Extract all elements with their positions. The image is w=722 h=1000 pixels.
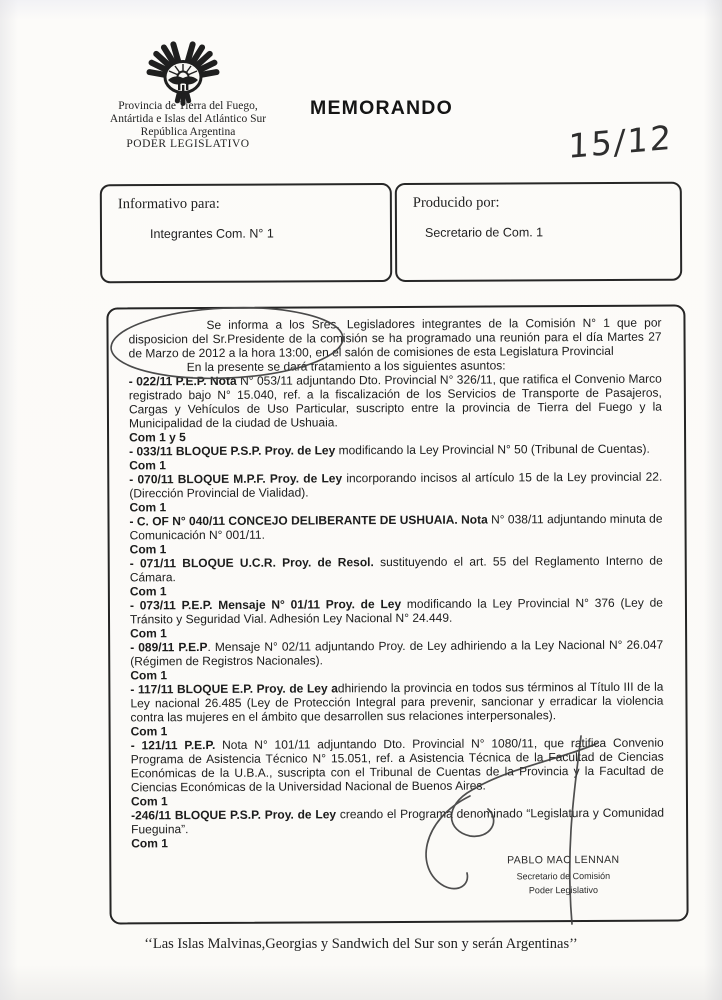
agenda-item-committee: Com 1 — [129, 500, 167, 515]
agenda-item-lead: - 033/11 BLOQUE P.S.P. Proy. de Ley — [129, 443, 336, 459]
agenda-item — [129, 442, 662, 473]
agenda-item — [131, 736, 664, 809]
org-line: PODER LEGISLATIVO — [126, 138, 250, 151]
recipient-box — [100, 183, 392, 283]
agenda-item-committee: Com 1 — [129, 458, 166, 473]
agenda-item-lead: - 117/11 BLOQUE E.P. Proy. de Ley a — [130, 681, 338, 697]
org-line: República Argentina — [140, 125, 236, 138]
signer-org: Poder Legislativo — [528, 884, 598, 896]
agenda-item — [129, 470, 662, 515]
memo-intro-2: En la presente se dará tratamiento a los siguientes asuntos: — [186, 358, 506, 375]
page-title: MEMORANDO — [310, 97, 453, 119]
agenda-item-committee: Com 1 — [130, 794, 168, 809]
agenda-item-committee: Com 1 y 5 — [129, 430, 186, 445]
agenda-item-text: modificando la Ley Provincial N° 50 (Tribunal de Cuentas). — [335, 441, 650, 458]
memo-intro: Se informa a los Sres. Legisladores integrantes de la Comisión N° 1 que por disposicion del Sr.Presidente de la comisión se ha programado una reunión para el día Martes 27 de Marzo de 2012 a la hora 13:00, en el salón de comisiones de esta Legislatura Provincial — [128, 315, 662, 361]
agenda-item-text: N° 038/11 adjuntando minuta de Comunicación N° 001/11. — [129, 511, 663, 543]
agenda-item-text: . Mensaje N° 02/11 adjuntando Proy. de Ley adhiriendo a la Ley Nacional N° 26.047 (Régimen de Registros Nacionales). — [130, 637, 664, 669]
agenda-item — [130, 680, 663, 739]
producer-value: Secretario de Com. 1 — [424, 225, 544, 240]
agenda-item-committee: Com 1 — [129, 542, 167, 557]
agenda-item-committee: Com 1 — [130, 668, 168, 683]
agenda-item-text: dhiriendo la provincia en todos sus términos al Título III de la Ley nacional 26.485 (Ley de Protección Integral para prevenir, sancionar y erradicar la violencia contra las mujeres en el ámbito que desarrollen sus relaciones interpersonales). — [130, 679, 664, 725]
recipient-label: Informativo para: — [117, 195, 220, 213]
agenda-item-text: N° 053/11 adjuntando Dto. Provincial N° 326/11, que ratifica el Convenio Marco registrado bajo N° 15.040, ref. a la fiscalización de los Servicios de Transporte de Pasajeros, Cargas y Vehículos de Uso Particular, suscripto entre la provincia de Tierra del Fuego y la Municipalidad de la ciudad de Ushuaia. — [128, 371, 662, 431]
signer-name: PABLO MAC LENNAN — [507, 853, 620, 867]
agenda-item-text: incorporando incisos al artículo 15 de la Ley provincial 22. (Dirección Provincial de Vialidad). — [129, 469, 663, 501]
agenda-item — [129, 372, 662, 445]
agenda-item-text: Nota N° 101/11 adjuntando Dto. Provincial N° 1080/11, que ratifica Convenio Programa de Asistencia Técnico N° 15.051, ref. a Asistencia Técnica de la Facultad de Ciencias Económicas de la U.B.A., suscripta con el Tribunal de Cuentas de la Provincia y la Facultad de Ciencias Económicas de la Universidad Nacional de Buenos Aires. — [130, 735, 664, 795]
handwritten-date-note: 15/12 — [567, 117, 674, 166]
producer-label: Producido por: — [412, 194, 500, 211]
agenda-item-committee: Com 1 — [131, 836, 168, 851]
agenda-item — [130, 554, 663, 599]
agenda-item-lead: - 071/11 BLOQUE U.C.R. Proy. de Resol. — [129, 555, 374, 571]
agenda-item-text: creando el Programa denominado “Legislatura y Comunidad Fueguina”. — [131, 805, 665, 837]
agenda-item-lead: -246/11 BLOQUE P.S.P. Proy. de Ley — [131, 807, 337, 823]
signature-block — [463, 853, 663, 898]
footer-motto: ‘‘Las Islas Malvinas,Georgias y Sandwich del Sur son y serán Argentinas’’ — [144, 936, 578, 952]
agenda-item-lead: - 121/11 P.E.P. — [130, 737, 216, 753]
agenda-item — [130, 596, 663, 641]
agenda-item-text: modificando la Ley Provincial N° 376 (Ley de Tránsito y Seguridad Vial. Adhesión Ley Nacional N° 24.449. — [129, 595, 663, 627]
agenda-item-lead: - 022/11 P.E.P. Nota — [128, 373, 237, 389]
org-line: Provincia de Tierra del Fuego, — [118, 100, 258, 112]
agenda-item-committee: Com 1 — [129, 584, 167, 599]
agenda-item-lead: - 073/11 P.E.P. Mensaje N° 01/11 Proy. de Ley — [129, 596, 402, 613]
agenda-item-lead: - 089/11 P.E.P — [130, 639, 208, 655]
agenda-item — [130, 638, 663, 683]
memo-body-box — [106, 304, 688, 924]
agenda-item-lead: - C. OF N° 040/11 CONCEJO DELIBERANTE DE USHUAIA. Nota — [129, 512, 488, 529]
coat-of-arms-icon — [128, 36, 238, 106]
routing-row — [100, 182, 682, 284]
agenda-item-lead: - 070/11 BLOQUE M.P.F. Proy. de Ley — [129, 471, 343, 487]
recipient-value: Integrantes Com. N° 1 — [149, 226, 274, 242]
agenda-item — [129, 512, 662, 557]
letterhead-org-lines — [48, 100, 328, 151]
agenda-item-committee: Com 1 — [130, 724, 168, 739]
agenda-item — [131, 806, 664, 851]
org-line: Antártida e Islas del Atlántico Sur — [109, 112, 267, 125]
producer-box — [395, 182, 682, 282]
agenda-item-committee: Com 1 — [130, 626, 167, 641]
agenda-item-text: sustituyendo el art. 55 del Reglamento Interno de Cámara. — [129, 553, 663, 585]
signer-role: Secretario de Comisión — [516, 870, 611, 882]
